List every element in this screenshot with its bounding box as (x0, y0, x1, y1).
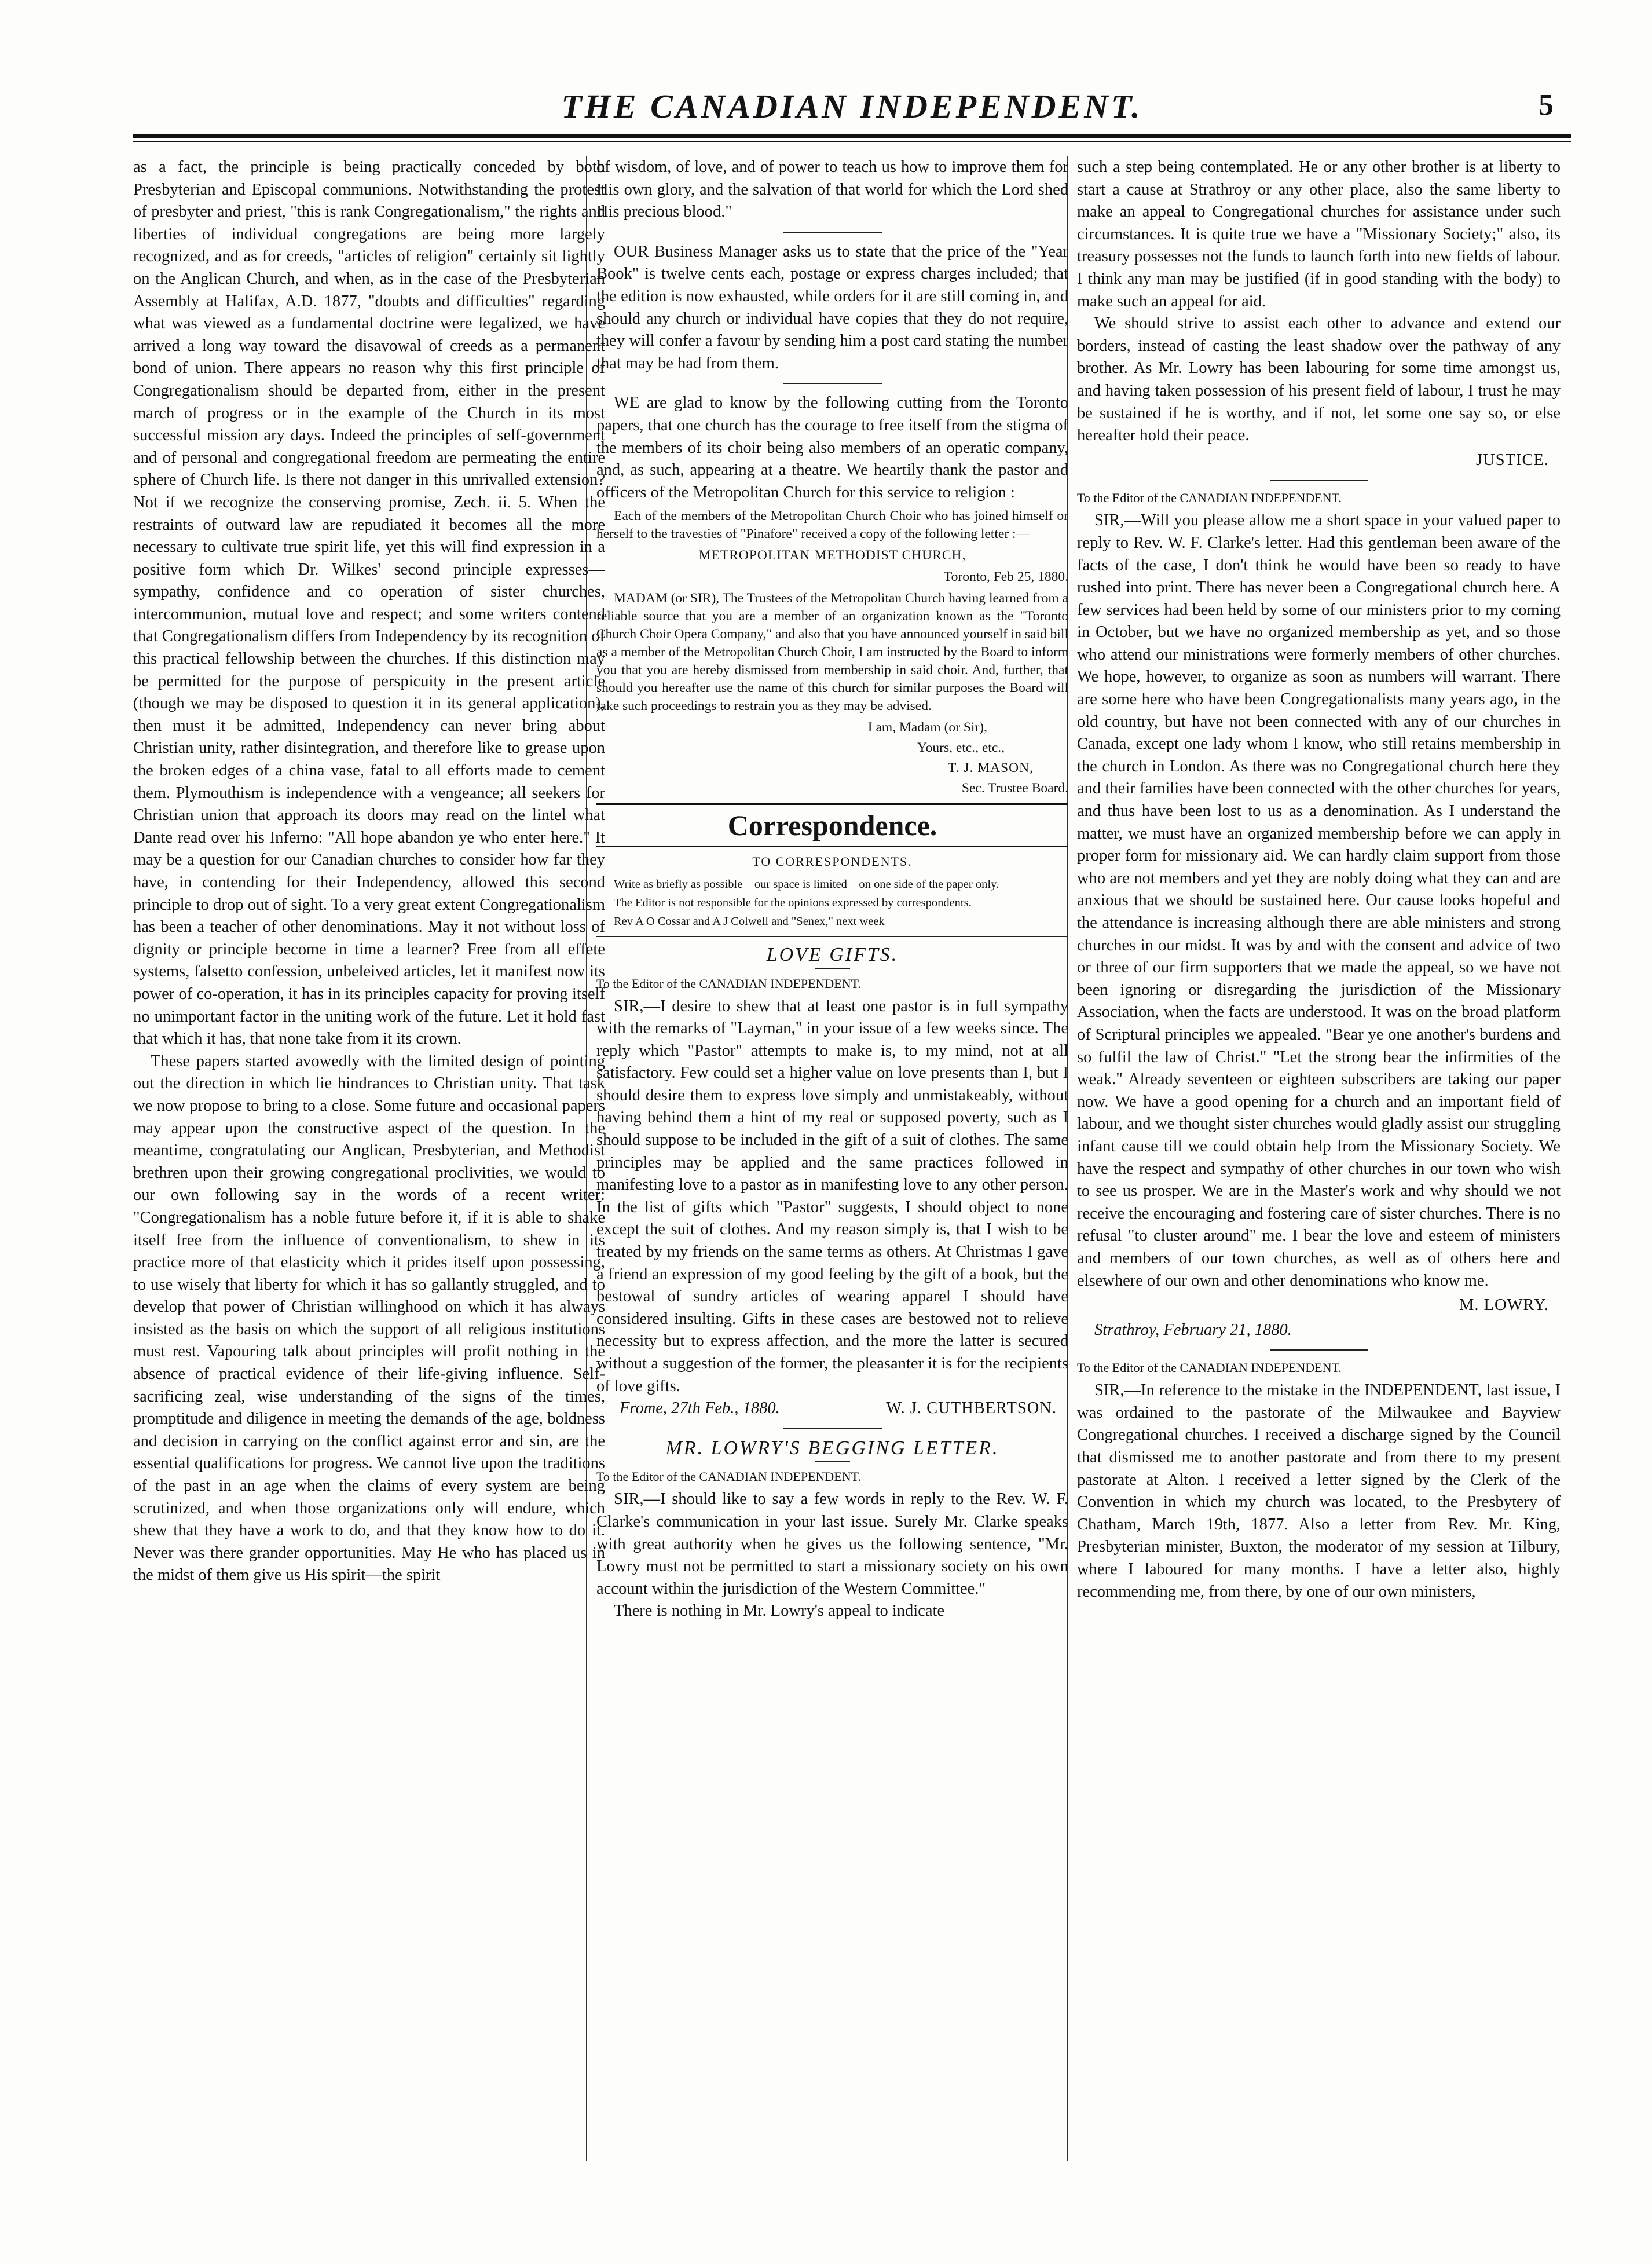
correspondents-notice-1: Write as briefly as possible—our space is limited—on one side of the paper only. (614, 877, 999, 891)
section-divider (1270, 480, 1368, 481)
begging-letter-heading: MR. LOWRY'S BEGGING LETTER. (665, 1437, 999, 1459)
correspondents-notice-2: The Editor is not responsible for the opinions expressed by correspondents. (614, 896, 972, 909)
article-paragraph: These papers started avowedly with the limited design of pointing out the direction in which lie hindrances to Christian unity. That task we now propose to bring to a close. Some future and occasional papers may appear upon the constructive aspect of the question. In the meantime, congratulating our Anglican, Presbyterian, and Methodist brethren upon their growing congregational proclivities, we would to our own following say in the words of a recent writer: "Congregationalism has a noble future before it, if it is able to shake itself free from the influence of conventionalism, to shew in its practice more of that elasticity which it prides itself upon possessing, to use wisely that liberty for which it has so gallantly struggled, and to develop that power of Christian willinghood on which it has always insisted as the basis on which the support of all religious institutions must rest. Vapouring talk about principles will profit nothing in the absence of practical evidence of their life-giving influence. Self-sacrificing zeal, wise understanding of the signs of the times, promptitude and diligence in meeting the demands of the age, boldness and decision in carrying on the conflict against error and sin, are the essential qualifications for progress. We cannot live upon the traditions of the past in an age when the claims of every system are being scrutinized, and when those organizations only will endure, which shew that they have a work to do, and that they know how to do it. Never was there grander opportunities. May He who has placed us in the midst of them give us His spirit—the spirit (133, 1052, 605, 1585)
love-gifts-heading: LOVE GIFTS. (766, 943, 899, 965)
opera-note: Each of the members of the Metropolitan Church Choir who has joined himself or herself to the travesties of "Pinafore" received a copy of the following letter :— (596, 508, 1068, 542)
column-1 (133, 156, 605, 2178)
alton-letter: SIR,—In reference to the mistake in the INDEPENDENT, last issue, I was ordained to the pastorate of the Milwaukee and Bayview Congregational churches. I received a discharge signed by the Council that dismissed me to another pastorate and from there to my present pastorate at Alton. I received a letter signed by the Clerk of the Convention in which my church was located, to the Presbytery of Chatham, March 19th, 1877. Also a letter from Rev. Mr. King, Presbyterian minister, Buxton, the moderator of my session at Tilbury, where I laboured for many months. I have a letter also, highly recommending me, from there, by one of our own ministers, (1077, 1381, 1561, 1601)
church-name: METROPOLITAN METHODIST CHURCH, (698, 548, 966, 563)
justice-letter-paragraph: We should strive to assist each other to advance and extend our borders, instead of casting the least shadow over the pathway of any brother. As Mr. Lowry has been labouring for some time amongst us, and having taken possession of his present field of labour, I trust he may be sustained if he is worthy, and if not, let some one say so, or else hereafter hold their peace. (1077, 314, 1561, 445)
begging-letter-body: SIR,—I should like to say a few words in reply to the Rev. W. F. Clarke's communication in your last issue. Surely Mr. Clarke speaks with great authority when he gives us the following sentence, "Mr. Lowry must not be permitted to start a missionary society on his own account within the jurisdiction of the Western Committee." (596, 1490, 1068, 1598)
opera-intro: WE are glad to know by the following cutting from the Toronto papers, that one church has the courage to free itself from the stigma of the members of its choir being also members of an operatic company, and, as such, appearing at a theatre. We heartily thank the pastor and officers of the Metropolitan Church for this service to religion : (596, 394, 1068, 502)
letter-closing-2: Yours, etc., etc., (917, 740, 1005, 756)
justice-signature: JUSTICE. (1476, 451, 1549, 469)
year-book-notice: OUR Business Manager asks us to state that the price of the "Year Book" is twelve cents each, postage or express charges included; that the edition is now exhausted, while orders for it are still coming in, and should any church or individual have copies that they do not require, they will confer a favour by sending him a post card stating the number that may be had from them. (596, 242, 1068, 372)
letter-signer: T. J. MASON, (947, 760, 1034, 776)
page-number: 5 (1539, 89, 1554, 122)
heading-rule (815, 1461, 850, 1462)
lowry-letter: SIR,—Will you please allow me a short space in your valued paper to reply to Rev. W. F. Clarke's letter. Had this gentleman been aware of the facts of the case, I don't think he would have been so ready to have rushed into print. There has never been a Congregational church here. A few services had been held by some of our ministers prior to my coming in October, but we have no organized membership as yet, and so those who attend our ministrations were formerly members of other churches. We hope, however, to organize as soon as numbers will warrant. There are some here who have been Congregationalists many years ago, in the old country, but have not been connected with any of our churches in Canada, except one lady whom I know, who still retains membership in the church in London. As there was no Congregational church here they and their families have been connected with the other churches for years, and thus have been lost to us as a denomination. As I understand the matter, we must have an organized membership before we can apply in proper form for missionary aid. We can hardly claim support from those who are not members and yet they are nobly doing what they can and are anxious that we should be sustained here. Our cause looks hopeful and the attendance is increasing although there are able ministers and strong churches in our midst. It was by and with the consent and advice of two or three of our firm supporters that we made the appeal, so we have not been ignoring or disregarding the jurisdiction of the Missionary Association, when the facts are understood. It was on the broad platform of Scriptural principles we appealed. "Bear ye one another's burdens and so fulfil the law of Christ." "Let the strong bear the infirmities of the weak." Already seventeen or eighteen subscribers are taking our paper now. We have a good opening for a church and an important field of labour, and we thought sister churches would gladly assist our struggling infant cause till we could obtain help from the Missionary Society. We have the respect and sympathy of other churches in our town who wish to see us prosper. We are in the Master's work and why should we not receive the encouraging and fostering care of sister churches. There is no refusal "to cluster around" me. I bear the love and esteem of ministers and members of our town churches, as well as of others here and elsewhere of our own and other denominations who know me. (1077, 511, 1561, 1290)
opera-letter: MADAM (or SIR), The Trustees of the Metropolitan Church having learned from a reliable source that you are a member of an organization known as the "Toronto Church Choir Opera Company," and also that you have announced yourself in said bill as a member of the Metropolitan Church Choir, I am instructed by the Board to inform you that you are hereby dismissed from membership in said choir. And, further, that should you hereafter use the name of this church for similar purposes the Board will take such proceedings to restrain you as they may be advised. (596, 591, 1068, 714)
letter-closing: I am, Madam (or Sir), (867, 720, 987, 736)
section-divider (783, 1428, 882, 1429)
to-the-editor: To the Editor of the CANADIAN INDEPENDENT. (596, 976, 861, 991)
justice-letter-continuation: such a step being contemplated. He or any other brother is at liberty to start a cause at Strathroy or any other place, also the same liberty to make an appeal to Congregational churches for assistance under such circumstances. It is quite true we have a "Missionary Society;" also, its treasury possesses not the funds to launch forth into new fields of labour. I think any man may be justified (if in good standing with the body) to make such an appeal for aid. (1077, 158, 1561, 310)
running-head (133, 87, 1571, 127)
correspondents-notice-3: Rev A O Cossar and A J Colwell and "Senex," next week (614, 914, 885, 928)
begging-letter-body-2: There is nothing in Mr. Lowry's appeal to indicate (614, 1602, 945, 1620)
header-rule-thin (133, 141, 1571, 142)
lowry-dateline: Strathroy, February 21, 1880. (1094, 1320, 1292, 1339)
letter-signer-title: Sec. Trustee Board. (961, 781, 1068, 796)
correspondence-banner: Correspondence. (596, 803, 1068, 847)
page-title: THE CANADIAN INDEPENDENT. (561, 87, 1143, 125)
section-divider (783, 383, 882, 384)
to-the-editor: To the Editor of the CANADIAN INDEPENDENT. (596, 1469, 861, 1484)
love-gifts-signature-line (596, 1397, 1068, 1420)
love-gifts-signature: W. J. CUTHBERTSON. (886, 1399, 1057, 1418)
heading-rule (815, 968, 850, 969)
church-date: Toronto, Feb 25, 1880. (943, 569, 1068, 585)
column-3 (1077, 156, 1561, 2178)
to-correspondents-heading: TO CORRESPONDENTS. (752, 854, 913, 869)
section-divider (1270, 1349, 1368, 1351)
love-gifts-letter: SIR,—I desire to shew that at least one pastor is in full sympathy with the remarks of "Layman," in your issue of a few weeks since. The reply which "Pastor" attempts to make is, to my mind, not at all satisfactory. Few could set a higher value on love presents than I, but I should desire them to express love simply and unmistakeably, without having behind them a hint of my real or supposed poverty, such as I should suppose to be included in the gift of a suit of clothes. The same principles may be applied and the same practices followed in manifesting love to a pastor as in manifesting love to any other person. In the list of gifts which "Pastor" suggests, I should object to none except the suit of clothes. And my reason simply is, that I wish to be treated by my friends on the same terms as others. At Christmas I gave a friend an expression of my good feeling by the gift of a book, but the bestowal of sundry articles of wearing apparel I should have considered insulting. Gifts in these cases are bestowed not to relieve necessity but to express affection, and the more the latter is secured without a suggestion of the former, the pleasanter it is for the recipients of love gifts. (596, 997, 1068, 1395)
article-continuation: as a fact, the principle is being practically conceded by both Presbyterian and Episcopal communions. Notwithstanding the protest of presbyter and priest, "this is rank Congregationalism," the rights and liberties of individual congregations are being more largely recognized, and as for creeds, "articles of religion" certainly sit lightly on the Anglican Church, and when, as in the case of the Presbyterian Assembly at Halifax, A.D. 1877, "doubts and difficulties" regarding what was viewed as a fundamental doctrine were legalized, we have arrived a long way toward the disavowal of creeds as a permanent bond of union. There appears no reason why this first principle of Congregationalism should be departed from, either in the present march of progress or in the example of the Church in its most successful mission ary days. Indeed the principles of self-government and of personal and congregational freedom are permeating the entire sphere of Church life. Is there not danger in this unrivalled extension? Not if we recognize the conserving promise, Zech. ii. 5. When the restraints of outward law are repudiated it becomes all the more necessary to cultivate true spirit life, yet this will find expression in a positive form which Dr. Wilkes' second principle expresses—sympathy, confidence and co operation of sister churches, intercommunion, mutual love and respect; and some writers contend that Congregationalism differs from Independency by its recognition of this practical fellowship between the churches. If this distinction may be permitted for the purpose of perspicuity in the present article (though we may be disposed to question it in its general application), then must it be admitted, Independency can never bring about Christian unity, rather disintegration, and therefore like to grease upon the broken edges of a china vase, fatal to all efforts made to cement them. Plymouthism is independence with a vengeance; all seekers for Christian union that approach its doors may read on the lintel what Dante read over his Inferno: "All hope abandon ye who enter here." It may be a question for our Canadian churches to consider how far they have, in contending for their Independency, allowed this second principle to drop out of sight. To a very great extent Congregationalism has been a teacher of other denominations. May it not without loss of dignity or principle become in time a learner? Free from all effete systems, falsetto confession, unbeleived articles, let it manifest now its power of co-operation, it has in its principles capacity for proving itself no unimportant factor in the uniting work of the future. Let it hold fast that which it has, that none take from it its crown. (133, 158, 605, 1048)
lowry-signature: M. LOWRY. (1459, 1296, 1549, 1315)
article-conclusion: of wisdom, of love, and of power to teach us how to improve them for His own glory, and the salvation of that world for which the Lord shed His precious blood." (596, 158, 1068, 221)
section-divider (596, 936, 1068, 937)
to-the-editor: To the Editor of the CANADIAN INDEPENDENT. (1077, 1360, 1342, 1375)
love-gifts-place: Frome, 27th Feb., 1880. (620, 1399, 780, 1418)
to-the-editor: To the Editor of the CANADIAN INDEPENDENT. (1077, 491, 1342, 506)
section-divider (783, 232, 882, 233)
header-rule-thick (133, 134, 1571, 138)
column-2 (596, 156, 1068, 2178)
